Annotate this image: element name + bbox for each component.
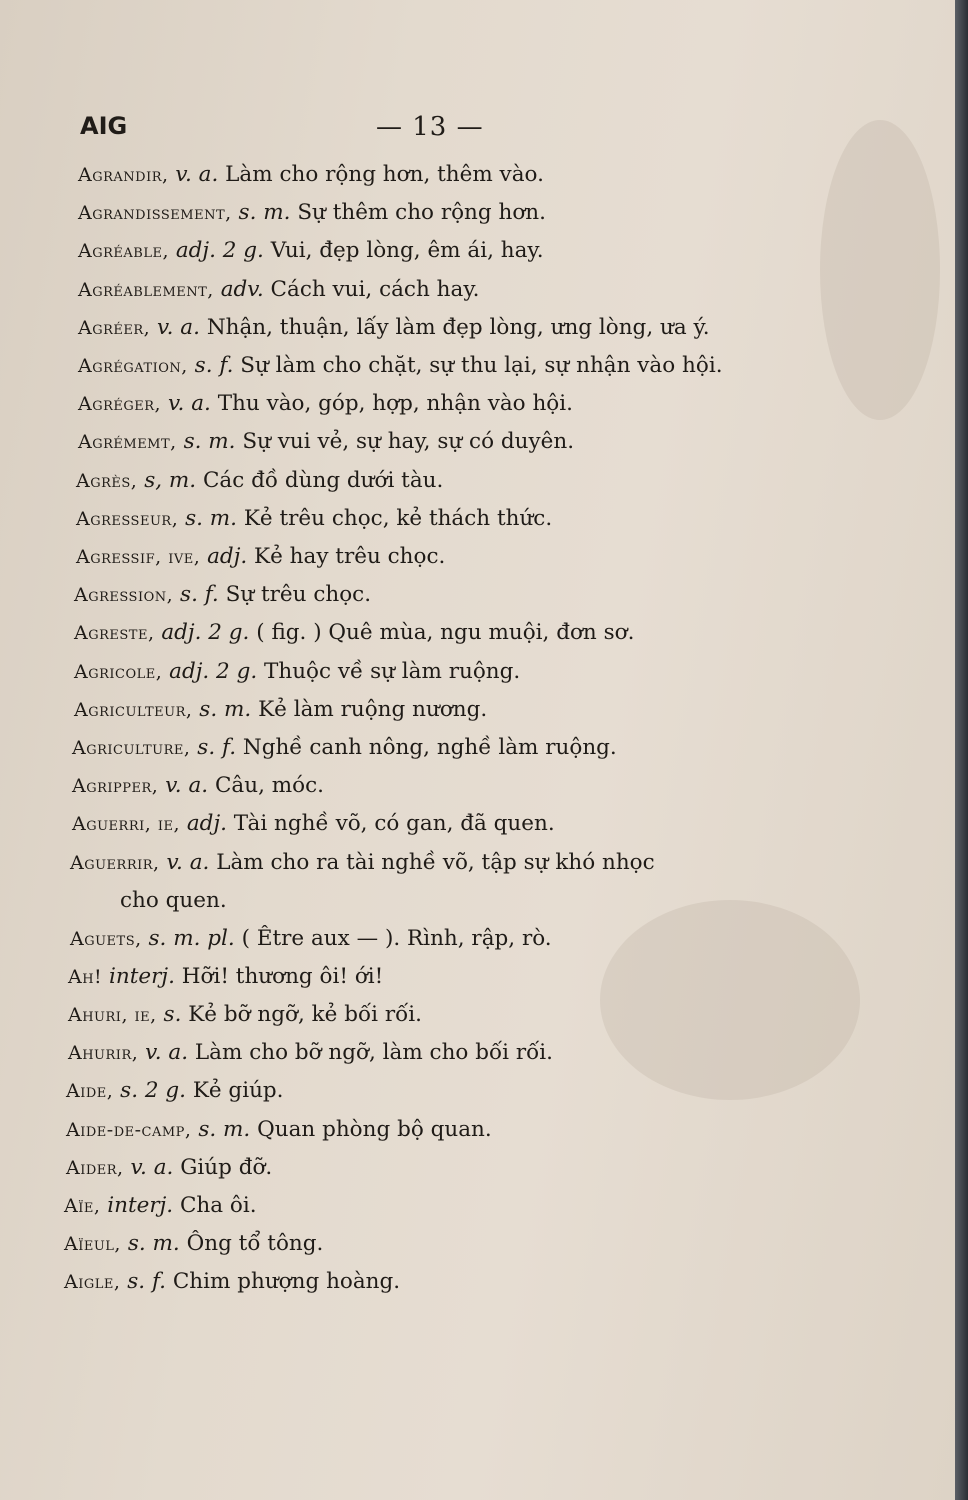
headword: Ah! (68, 965, 103, 988)
headword: Ahuri, ie, (68, 1004, 157, 1027)
definition: Sự vui vẻ, sự hay, sự có duyên. (242, 429, 575, 455)
grammar-label: s. (163, 1002, 182, 1028)
dictionary-entry (78, 347, 790, 385)
dictionary-entry (66, 1111, 790, 1149)
grammar-label: s. f. (197, 735, 237, 761)
dictionary-entry (68, 996, 790, 1034)
grammar-label: adv. (220, 276, 264, 302)
grammar-label: v. a. (166, 849, 210, 875)
definition: Hỡi! thương ôi! ới! (181, 963, 384, 989)
dictionary-entry (76, 500, 790, 538)
grammar-label: s. f. (194, 353, 234, 379)
page-number: — 13 — (376, 112, 484, 142)
definition: Giúp đỡ. (180, 1154, 273, 1180)
definition: Quan phòng bộ quan. (257, 1116, 492, 1142)
headword: Agrandir, (78, 164, 169, 186)
definition: Thu vào, góp, hợp, nhận vào hội. (217, 391, 573, 417)
definition: ( fig. ) Quê mùa, ngu muội, đơn sơ. (256, 620, 635, 646)
dictionary-entry (64, 1225, 790, 1263)
grammar-label: s. m. (238, 200, 291, 226)
grammar-label: adj. 2 g. (169, 658, 258, 684)
headword: Agrès, (76, 469, 138, 492)
headword: Agressif, ive, (76, 546, 201, 569)
headword: Agripper, (72, 775, 159, 798)
definition: Làm cho bỡ ngỡ, làm cho bối rối. (194, 1040, 553, 1066)
running-head: AIG (80, 112, 128, 140)
definition: Kẻ hay trêu chọc. (254, 544, 446, 570)
grammar-label: s. f. (180, 582, 219, 608)
headword: Aide, (66, 1080, 114, 1103)
definition: Kẻ trêu chọc, kẻ thách thức. (243, 505, 553, 531)
dictionary-entry (78, 423, 790, 461)
headword: Agreste, (74, 622, 155, 645)
headword: Agricole, (74, 660, 163, 683)
entry-list (64, 156, 790, 1302)
dictionary-entry (74, 691, 790, 729)
definition-continuation: cho quen. (120, 887, 227, 913)
headword: Aguerri, ie, (72, 813, 181, 836)
grammar-label: adj. 2 g. (161, 620, 250, 646)
grammar-label: v. a. (167, 391, 211, 417)
headword: Aide-de-camp, (66, 1118, 192, 1141)
book-spine (955, 0, 968, 1500)
headword: Agression, (74, 584, 174, 607)
definition: Các đồ dùng dưới tàu. (202, 467, 444, 493)
headword: Agriculture, (72, 737, 191, 760)
definition: Cách vui, cách hay. (270, 276, 480, 302)
grammar-label: s. m. (185, 505, 238, 531)
definition: Câu, móc. (214, 773, 324, 799)
grammar-label: v. a. (130, 1154, 174, 1180)
grammar-label: v. a. (175, 162, 219, 187)
definition: Sự thêm cho rộng hơn. (297, 200, 546, 226)
headword: Aider, (66, 1156, 124, 1179)
headword: Ahurir, (68, 1042, 139, 1065)
dictionary-entry (64, 1263, 790, 1301)
dictionary-entry (78, 156, 790, 194)
definition: Kẻ giúp. (192, 1078, 284, 1104)
grammar-label: adj. (186, 811, 227, 837)
grammar-label: s. m. pl. (148, 925, 235, 951)
headword: Aguets, (70, 927, 142, 950)
headword: Agrandissement, (78, 202, 232, 225)
dictionary-entry (78, 232, 790, 270)
grammar-label: s. m. (183, 429, 236, 455)
definition: Sự làm cho chặt, sự thu lại, sự nhận vào hội. (240, 353, 723, 379)
dictionary-entry (66, 1149, 790, 1187)
dictionary-entry (68, 958, 790, 996)
grammar-label: v. a. (157, 314, 200, 340)
page-header (80, 112, 780, 146)
grammar-label: v. a. (165, 773, 209, 799)
headword: Agréablement, (78, 278, 214, 301)
dictionary-entry (72, 767, 790, 805)
dictionary-entry (72, 729, 790, 767)
definition: Nhận, thuận, lấy làm đẹp lòng, ưng lòng, ưa ý. (206, 314, 710, 340)
dictionary-entry (74, 653, 790, 691)
dictionary-entry (78, 271, 790, 309)
dictionary-entry (74, 614, 790, 652)
dictionary-entry (64, 1187, 790, 1225)
grammar-label: v. a. (145, 1040, 189, 1066)
headword: Aguerrir, (70, 851, 160, 874)
dictionary-entry (72, 805, 790, 843)
grammar-label: interj. (109, 963, 175, 989)
definition: Nghề canh nông, nghề làm ruộng. (242, 735, 617, 761)
dictionary-entry (78, 309, 790, 347)
grammar-label: s. m. (198, 1116, 251, 1142)
headword: Aïeul, (64, 1233, 121, 1256)
definition: Kẻ bỡ ngỡ, kẻ bối rối. (188, 1002, 422, 1028)
headword: Aïe, (64, 1195, 101, 1218)
headword: Agrémemt, (78, 431, 177, 454)
definition: Thuộc về sự làm ruộng. (264, 658, 521, 684)
grammar-label: interj. (107, 1193, 174, 1219)
paper-stain (820, 120, 940, 420)
definition: ( Être aux — ). Rình, rập, rò. (241, 925, 552, 951)
grammar-label: s, m. (144, 467, 197, 493)
grammar-label: adj. (207, 544, 248, 570)
dictionary-entry (66, 1072, 790, 1110)
grammar-label: s. m. (199, 696, 252, 722)
dictionary-entry (76, 462, 790, 500)
dictionary-entry (78, 194, 790, 232)
dictionary-entry (70, 844, 790, 920)
dictionary-entry (68, 1034, 790, 1072)
headword: Agriculteur, (74, 698, 193, 721)
definition: Ông tổ tông. (186, 1231, 324, 1257)
grammar-label: s. f. (127, 1269, 166, 1295)
grammar-label: s. m. (127, 1231, 180, 1257)
definition: Làm cho rộng hơn, thêm vào. (225, 162, 544, 187)
headword: Aigle, (64, 1271, 121, 1294)
headword: Agresseur, (76, 507, 179, 530)
definition: Tài nghề võ, có gan, đã quen. (233, 811, 555, 837)
grammar-label: s. 2 g. (120, 1078, 186, 1104)
definition: Sự trêu chọc. (225, 582, 372, 608)
headword: Agréable, (78, 240, 169, 263)
headword: Agréer, (78, 316, 151, 339)
grammar-label: adj. 2 g. (175, 238, 264, 264)
definition: Kẻ làm ruộng nương. (258, 696, 488, 722)
definition: Vui, đẹp lòng, êm ái, hay. (270, 238, 544, 264)
definition: Cha ôi. (179, 1193, 257, 1219)
headword: Agréger, (78, 393, 162, 416)
dictionary-entry (78, 385, 790, 423)
definition: Chim phượng hoàng. (172, 1269, 401, 1295)
dictionary-entry (76, 538, 790, 576)
dictionary-entry (70, 920, 790, 958)
headword: Agrégation, (78, 355, 188, 378)
dictionary-entry (74, 576, 790, 614)
definition: Làm cho ra tài nghề võ, tập sự khó nhọc (216, 849, 655, 875)
